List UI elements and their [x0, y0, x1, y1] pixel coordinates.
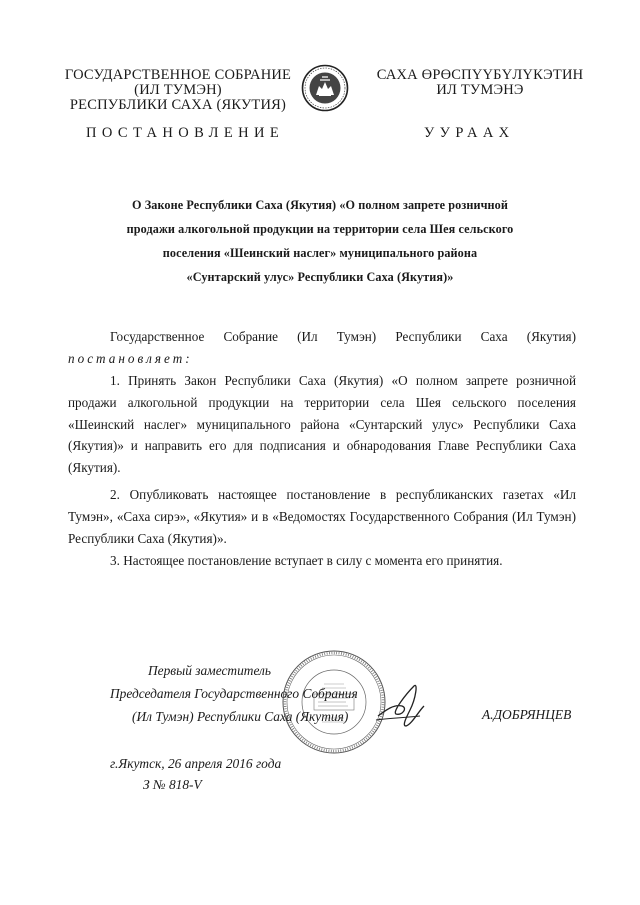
document-number: З № 818-V — [143, 777, 202, 792]
title-line2: продажи алкогольной продукции на территории села Шея сельского — [126, 222, 514, 236]
header-left-line2: (ИЛ ТУМЭН) — [134, 82, 222, 98]
header-left-org — [58, 68, 298, 113]
coat-of-arms-icon — [301, 64, 349, 112]
item-2-paragraph: 2. Опубликовать настоящее постановление в республиканских газетах «Ил Тумэн», «Саха сирэ», «Якутия» и в «Ведомостях Государственного Собрания (Ил Тумэн) Республики Саха (Якутия)». — [68, 487, 576, 546]
title-line1: О Законе Республики Саха (Якутия) «О полном запрете розничной — [132, 198, 508, 212]
intro-line2: постановляет: — [68, 350, 193, 366]
item-1-paragraph: 1. Принять Закон Республики Саха (Якутия) «О полном запрете розничной продажи алкогольной продукции на территории села Шея сельского поселения «Шеинский наслег» муниципального района «Сунтарский улус» Республики Саха (Якутия)» и направить его для подписания и обнародования Главе Республики Саха (Якутия). — [68, 373, 576, 476]
item-3-paragraph: 3. Настоящее постановление вступает в силу с момента его принятия. — [110, 553, 503, 568]
handwritten-signature-icon — [372, 676, 432, 732]
title-line3: поселения «Шеинский наслег» муниципального района — [162, 246, 478, 260]
intro-line1: Государственное Собрание (Ил Тумэн) Республики Саха (Якутия) — [110, 329, 576, 344]
signatory-title-line2: Председателя Государственного Собрания — [110, 686, 358, 701]
header-right-line2: ИЛ ТУМЭНЭ — [436, 82, 524, 98]
header-right-line1: САХА ӨРӨСПҮҮБҮЛҮКЭТИН — [376, 67, 584, 83]
document-title — [80, 193, 560, 289]
signatory-name: А.ДОБРЯНЦЕВ — [482, 707, 572, 722]
signatory-title-line1: Первый заместитель — [148, 663, 271, 678]
title-line4: «Сунтарский улус» Республики Саха (Якутия)» — [186, 270, 454, 284]
header-left-line1: ГОСУДАРСТВЕННОЕ СОБРАНИЕ — [64, 67, 292, 83]
place-and-date: г.Якутск, 26 апреля 2016 года — [110, 756, 282, 771]
doc-type-sakha: УУРААХ — [424, 125, 515, 141]
signatory-title-line3: (Ил Тумэн) Республики Саха (Якутия) — [132, 709, 349, 724]
header-right-org — [356, 68, 604, 98]
doc-type-ru: ПОСТАНОВЛЕНИЕ — [86, 125, 285, 141]
intro-paragraph — [68, 326, 576, 370]
header-left-line3: РЕСПУБЛИКИ САХА (ЯКУТИЯ) — [69, 97, 287, 113]
